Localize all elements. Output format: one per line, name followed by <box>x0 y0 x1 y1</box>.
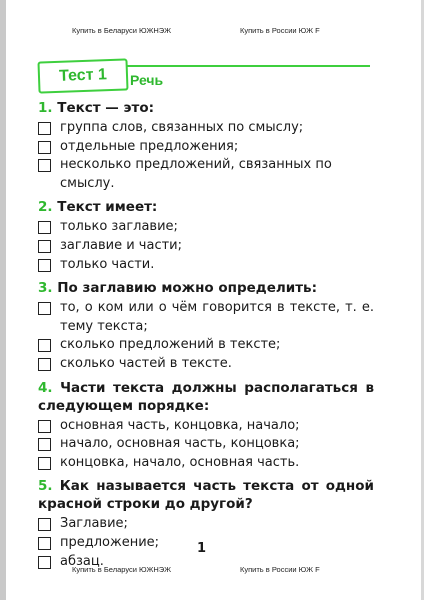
answer-text: заглавие и части; <box>60 237 183 253</box>
answer-option[interactable] <box>38 454 374 473</box>
question-text: По заглавию можно определить: <box>57 280 317 297</box>
running-footer <box>0 565 424 577</box>
question-number: 2. <box>38 199 53 216</box>
running-header-right: Купить в России ЮЖ F <box>240 26 320 35</box>
answer-option[interactable] <box>38 336 374 355</box>
answer-option[interactable] <box>38 138 374 157</box>
running-header-left: Купить в Беларуси ЮЖНЭЖ <box>72 26 172 35</box>
checkbox[interactable] <box>38 358 51 371</box>
answer-text: основная часть, концовка, начало; <box>60 417 300 433</box>
answer-text: сколько частей в тексте. <box>60 355 232 371</box>
answer-text: только части. <box>60 256 155 272</box>
answer-text: концовка, начало, основная часть. <box>60 454 300 470</box>
question-text: Как называется часть текста от одной красной строки до другой? <box>38 478 374 513</box>
page-number: 1 <box>197 541 207 556</box>
checkbox[interactable] <box>38 302 51 315</box>
answer-text: Заглавие; <box>60 516 128 532</box>
checkbox[interactable] <box>38 438 51 451</box>
running-footer-left: Купить в Беларуси ЮЖНЭЖ <box>72 565 172 574</box>
answer-text: предложение; <box>60 534 160 550</box>
page-left-edge <box>0 0 6 600</box>
checkbox[interactable] <box>38 420 51 433</box>
test-header <box>36 58 381 94</box>
running-header <box>0 26 424 38</box>
question-text: Текст имеет: <box>57 199 158 216</box>
test-label-badge: Тест 1 <box>37 58 128 93</box>
running-footer-right: Купить в России ЮЖ F <box>240 565 320 574</box>
checkbox[interactable] <box>38 159 51 172</box>
question-3 <box>38 279 374 297</box>
question-number: 3. <box>38 280 53 297</box>
checkbox[interactable] <box>38 240 51 253</box>
question-list <box>38 99 374 571</box>
checkbox[interactable] <box>38 141 51 154</box>
topic-title: Речь <box>130 72 164 88</box>
question-number: 4. <box>38 379 53 396</box>
answer-text: абзац. <box>60 553 104 569</box>
answer-option[interactable] <box>38 515 374 534</box>
answer-text: сколько предложений в тексте; <box>60 337 281 353</box>
answer-option[interactable] <box>38 218 374 237</box>
answer-text: то, о ком или о чём говорится в тексте, т. е. тему текста; <box>60 300 374 334</box>
answer-option[interactable] <box>38 417 374 436</box>
question-4 <box>38 379 374 415</box>
header-rule <box>126 65 370 67</box>
checkbox[interactable] <box>38 221 51 234</box>
answer-option[interactable] <box>38 156 374 193</box>
question-2 <box>38 198 374 216</box>
answer-text: группа слов, связанных по смыслу; <box>60 120 304 135</box>
answer-option[interactable] <box>38 256 374 275</box>
checkbox[interactable] <box>38 339 51 352</box>
checkbox[interactable] <box>38 259 51 272</box>
answer-option[interactable] <box>38 355 374 374</box>
question-number: 5. <box>38 478 53 495</box>
question-number: 1. <box>38 100 53 116</box>
answer-option[interactable] <box>38 237 374 256</box>
question-text: Текст — это: <box>57 100 154 116</box>
checkbox[interactable] <box>38 122 51 135</box>
answer-text: отдельные предложения; <box>60 138 239 154</box>
checkbox[interactable] <box>38 457 51 470</box>
answer-option[interactable] <box>38 435 374 454</box>
answer-option[interactable] <box>38 299 374 336</box>
answer-text: несколько предложений, связанных по смыслу. <box>60 157 332 191</box>
question-5 <box>38 477 374 513</box>
answer-option[interactable] <box>38 119 374 138</box>
question-text: Части текста должны располагаться в следующем порядке: <box>38 379 374 414</box>
answer-text: начало, основная часть, концовка; <box>60 436 300 452</box>
checkbox[interactable] <box>38 518 51 531</box>
question-1 <box>38 99 374 117</box>
answer-text: только заглавие; <box>60 219 178 235</box>
checkbox[interactable] <box>38 537 51 550</box>
